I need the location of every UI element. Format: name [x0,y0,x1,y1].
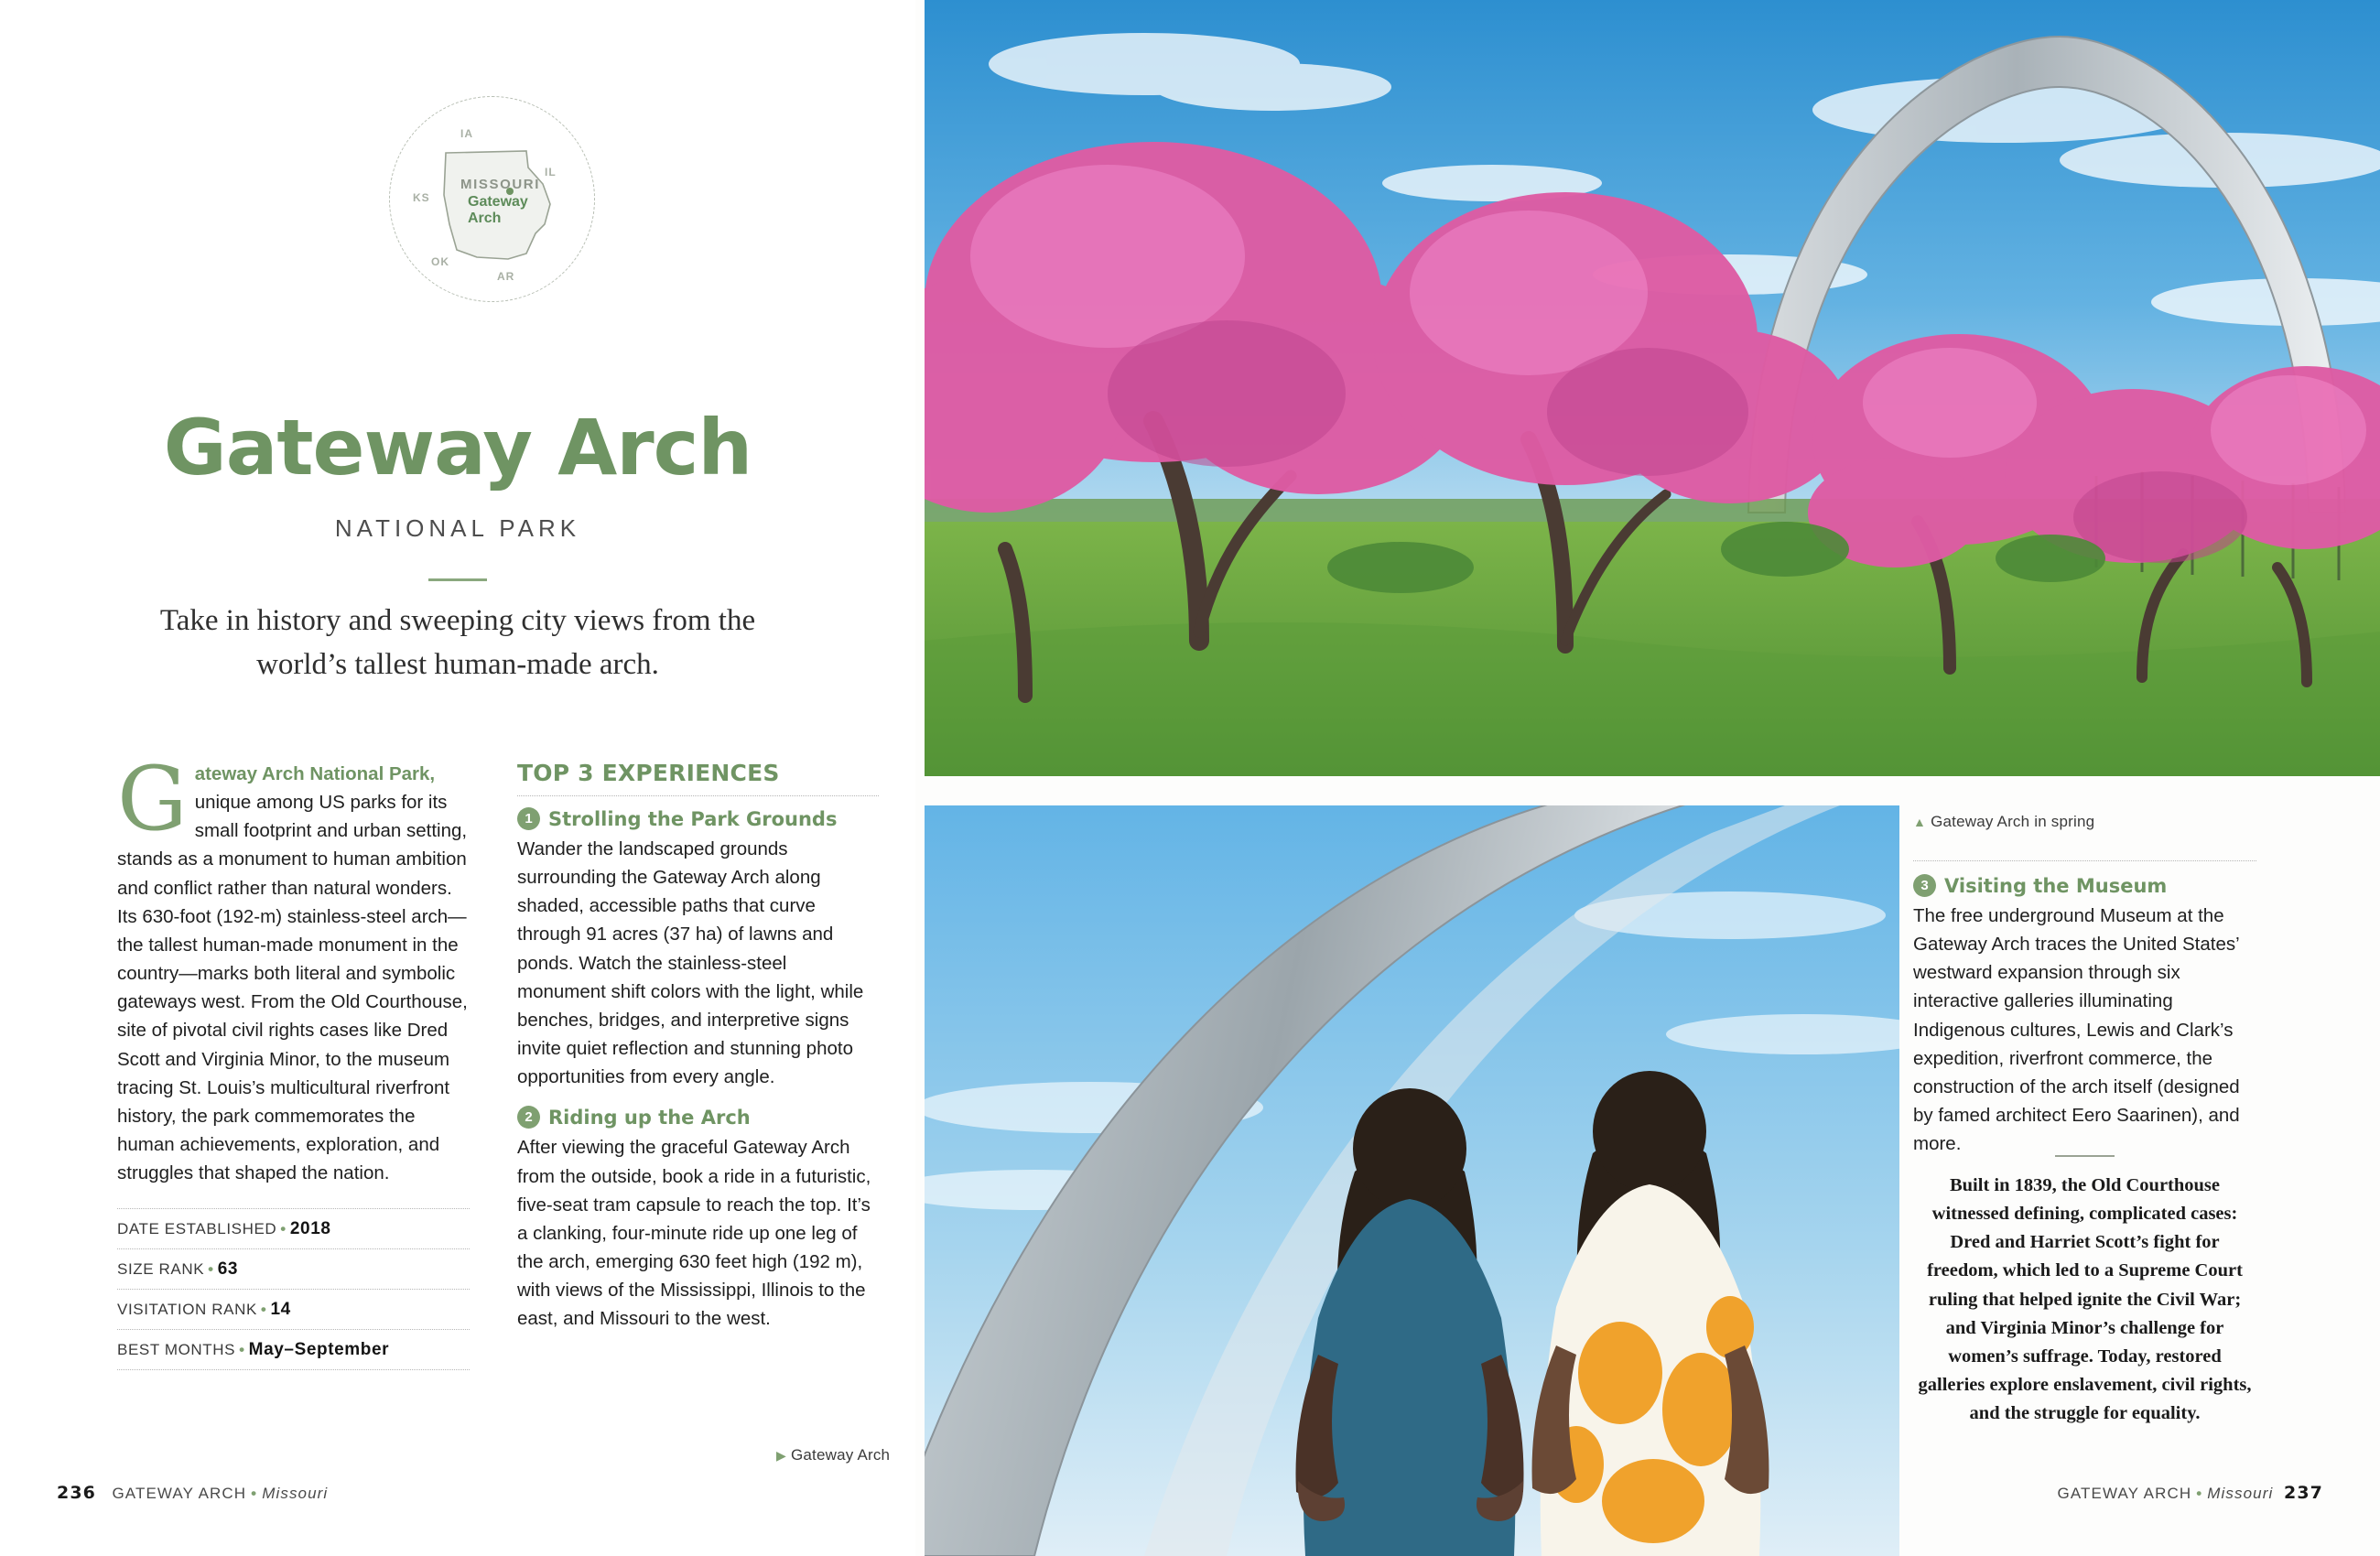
footer-right [2058,1483,2323,1503]
page-subtitle: NATIONAL PARK [334,514,581,542]
caption-top-photo [1913,813,2279,831]
left-page [0,0,915,1556]
experience-item [517,1106,879,1333]
intro-body: unique among US parks for its small footprint and urban setting, stands as a monument to human ambition and conflict rather than natural wonders. Its 630-foot (192-m) stainless-steel arch—the tallest human-made monument in the country—marks both literal and symbolic gateways west. From the Old Courthouse, site of pivotal civil rights cases like Dred Scott and Virginia Minor, to the museum tracing St. Louis’s multicultural riverfront history, the park commemorates the human achievements, exploration, and struggles that shaped the nation. [117,792,468,1184]
page-title: Gateway Arch [163,403,752,492]
intro-lead: ateway Arch National Park, [194,763,436,784]
fact-separator-dot: • [280,1220,287,1237]
section-divider [517,795,879,796]
page-number-right: 237 [2284,1483,2323,1503]
fact-label: VISITATION RANK [117,1301,257,1318]
locator-abbr-ia: IA [460,127,473,140]
visitors-under-arch-illustration [925,805,1899,1556]
footer-state: Missouri [262,1485,329,1502]
fact-separator-dot: • [260,1301,267,1318]
experience-header [1913,874,2256,897]
column-divider [1913,860,2256,861]
locator-map [389,96,595,302]
museum-experience-column [1913,860,2256,1172]
pullquote: Built in 1839, the Old Courthouse witnessed defining, complicated cases: Dred and Harriet Scott’s fight for freedom, which led to a Supreme Court ruling that helped ignite the Civil War; and Virginia Minor’s challenge for women’s suffrage. Today, restored galleries explore enslavement, civil rights, and the struggle for equality. [1918,1175,2252,1424]
locator-state-label: MISSOURI [460,177,540,192]
footer-park-name: GATEWAY ARCH [112,1485,247,1502]
experience-number-badge: 1 [517,807,540,830]
fact-value: 63 [217,1259,239,1279]
caption-top-text: Gateway Arch in spring [1931,813,2095,830]
fact-value: 2018 [289,1219,331,1238]
experience-title: Riding up the Arch [548,1106,751,1129]
triangle-up-icon: ▲ [1913,815,1927,829]
triangle-right-icon: ▶ [776,1448,786,1463]
experience-number-badge: 2 [517,1106,540,1129]
footer-park-name: GATEWAY ARCH [2057,1485,2192,1502]
intro-column [117,748,470,1187]
experience-title: Visiting the Museum [1944,874,2168,897]
photo-gateway-arch-spring [925,0,2380,776]
experience-header [517,807,879,830]
arch-spring-illustration [925,0,2380,776]
title-divider [428,578,487,581]
pullquote-divider [2055,1155,2115,1157]
locator-abbr-ks: KS [413,191,430,204]
page-deck: Take in history and sweeping city views from the world’s tallest human-made arch. [159,604,756,681]
experience-title: Strolling the Park Grounds [548,807,838,830]
experience-item [517,807,879,1091]
fact-label: BEST MONTHS [117,1341,236,1358]
fact-label: DATE ESTABLISHED [117,1220,277,1237]
park-facts-list [117,1208,470,1370]
fact-separator-dot: • [208,1260,214,1278]
top-experiences-column [517,760,879,1348]
fact-row [117,1289,470,1329]
locator-park-label: Gateway Arch [468,194,528,227]
locator-abbr-il: IL [545,166,557,178]
locator-abbr-ar: AR [497,270,515,283]
experience-number-badge: 3 [1913,874,1936,897]
footer-separator-dot: • [2196,1485,2203,1502]
intro-paragraph [117,748,470,1187]
fact-row [117,1208,470,1248]
experience-text: Wander the landscaped grounds surrounding the Gateway Arch along shaded, accessible paths that curve through 91 acres (37 ha) of lawns and ponds. Watch the stainless-steel monument shift colors with the light, while benches, bridges, and interpretive signs invite quiet reflection and stunning photo opportunities from every angle. [517,838,864,1088]
experience-text: After viewing the graceful Gateway Arch from the outside, book a ride in a futuristic, five-seat tram capsule to reach the top. It’s a clanking, four-minute ride up one leg of the arch, emerging 630 feet high (192 m), with views of the Mississippi, Illinois to the east, and Missouri to the west. [517,1137,871,1330]
fact-value: May–September [248,1340,390,1359]
section-heading: TOP 3 EXPERIENCES [517,760,780,786]
experience-header [517,1106,879,1129]
fact-value: 14 [270,1300,291,1319]
fact-row [117,1329,470,1370]
footer-left [57,1483,328,1503]
experience-text: The free underground Museum at the Gateway Arch traces the United States’ westward expansion through six interactive galleries illuminating Indigenous cultures, Lewis and Clark’s expedition, riverfront commerce, the construction of the arch itself (designed by famed architect Eero Saarinen), and more. [1913,905,2240,1155]
fact-row [117,1248,470,1289]
footer-separator-dot: • [251,1485,258,1502]
drop-cap: G [117,748,188,850]
footer-state: Missouri [2207,1485,2274,1502]
page-number-left: 236 [57,1483,96,1503]
experience-item [1913,874,2256,1158]
caption-bottom-photo [776,1446,890,1464]
fact-label: SIZE RANK [117,1260,205,1278]
fact-separator-dot: • [239,1341,245,1358]
photo-visitors-under-arch [925,805,1899,1556]
caption-bottom-text: Gateway Arch [790,1446,891,1464]
locator-abbr-ok: OK [431,255,449,268]
